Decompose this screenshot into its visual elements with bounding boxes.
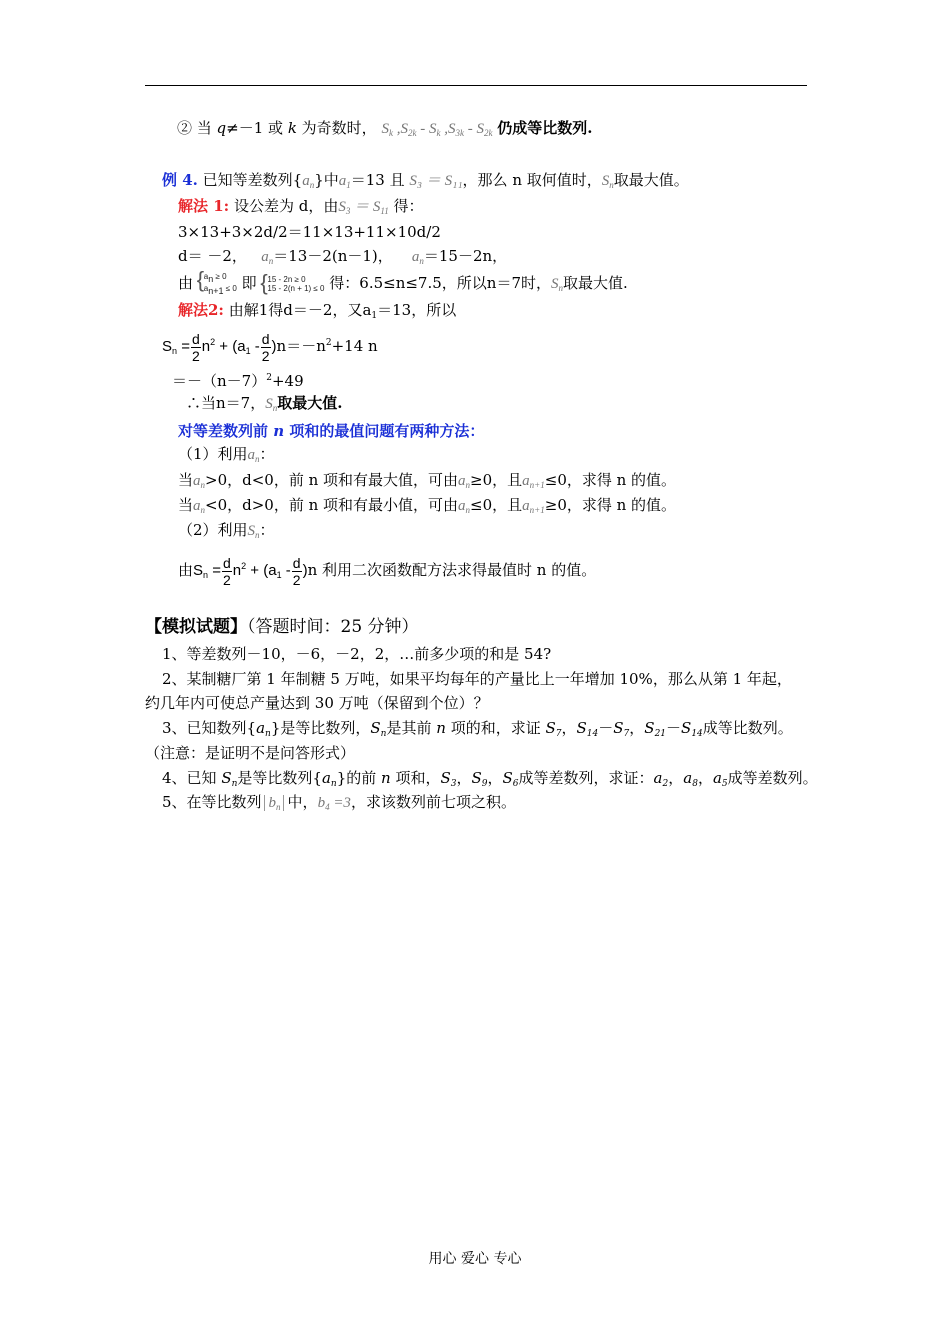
method-2-sn-formula: $S_n$ = $\frac{d}{2}$ $n^2 + (a_1$ - $\frac{d}{2}$ )$n=-n^2+14$ n <box>162 330 378 364</box>
method-1-heading: 解法 1: 设公差为 d，由$S_3 = S_{11}$ 得： <box>178 197 424 216</box>
s3-eq-s11: S₃ ＝ S₁₁ <box>409 173 463 189</box>
header-rule <box>145 85 807 86</box>
practice-q3: 3、已知数列$\{a_n\}$是等比数列，$S_n$是其前 n 项的和，求证 $S_7$，$S_{14}-S_7$，$S_{21}-S_{14}$成等比数列。 <box>162 719 793 739</box>
practice-heading: 【模拟试题】（答题时间：25 分钟） <box>145 617 419 637</box>
example-4: 例 4. 已知等差数列$\{a_n\}$中$a_1=13$ 且 S₃ ＝ S₁₁，那么 n 取何值时，$S_n$取最大值。 <box>162 171 689 190</box>
practice-q2-line1: 2、某制糖厂第 1 年制糖 5 万吨，如果平均每年的产量比上一年增加 10%，那么从第 1 年起， <box>162 670 792 688</box>
method-2-conclusion: ∴当n＝7，$S_n$取最大值. <box>186 394 343 413</box>
method-2-line2: $=-(n-7)^2+49$ <box>172 372 304 390</box>
page-footer: 用心 爱心 专心 <box>428 1251 522 1267</box>
summary-case-1-min: 当$a_n<0$，d>0，前 n 项和有最小值，可由$a_n\le 0$，且$a_{n+1}\ge 0$，求得 n 的值。 <box>178 496 677 515</box>
practice-q4: 4、已知 $S_n$是等比数列$\{a_n\}$的前 n 项和，$S_3$，$S_9$，$S_6$成等差数列，求证：$a_2$，$a_8$，$a_5$成等差数列。 <box>162 769 818 789</box>
summary-case-2-formula: 由$S_n$ = $\frac{d}{2}$ $n^2 + (a_1$ - $\frac{d}{2}$ )n 利用二次函数配方法求得最值时 n 的值。 <box>178 554 597 588</box>
method-2-heading: 解法2: 由解1得d＝－2，又$a_1=13$，所以 <box>178 301 457 321</box>
summary-case-1: （1）利用$a_n$： <box>178 445 275 464</box>
sk-sequence: $S_k$ $,S_{2k} - S_k$ $,S_{3k} - S_{2k}$ <box>381 121 493 138</box>
inequality-system-2: { 15 - 2n ≥ 0 15 - 2(n + 1) ≤ 0 <box>261 275 324 293</box>
top-note: ② 当 q≠－1 或 k 为奇数时， $S_k$ $,S_{2k} - S_k$ $,S_{3k} - S_{2k}$ 仍成等比数列. <box>177 119 593 138</box>
summary-case-1-max: 当$a_n>0$，d<0，前 n 项和有最大值，可由$a_n\ge 0$，且$a_{n+1}\le 0$，求得 n 的值。 <box>178 471 677 490</box>
method-1-eq1: 3×13+3×2d/2＝11×13+11×10d/2 <box>178 223 441 241</box>
practice-q2-line2: 约几年内可使总产量达到 30 万吨（保留到个位）？ <box>145 694 489 712</box>
method-1-eq3: 由 { $a_n \ge 0$ $a_{n+1} \le 0$ 即 { 15 - 2n ≥ 0 15 - 2(n + 1) ≤ 0 得：6.5≤n≤7.5，所以n＝7时，$S_n$取最大值. <box>178 272 628 298</box>
method-1-eq2: d＝ －2， $a_n=13-2(n-1)$， $a_n=15-2n$， <box>178 247 508 266</box>
summary-case-2: （2）利用$S_n$： <box>178 521 275 540</box>
practice-q5: 5、在等比数列 $b_n$ 中，$b_4 =3$，求该数列前七项之积。 <box>162 793 516 812</box>
inequality-system-1: { $a_n \ge 0$ $a_{n+1} \le 0$ <box>198 272 237 296</box>
summary-heading: 对等差数列前 n 项和的最值问题有两种方法： <box>178 422 485 440</box>
practice-q3-note: （注意：是证明不是问答形式） <box>145 744 356 762</box>
practice-q1: 1、等差数列－10，－6，－2，2，…前多少项的和是 54? <box>162 645 552 663</box>
